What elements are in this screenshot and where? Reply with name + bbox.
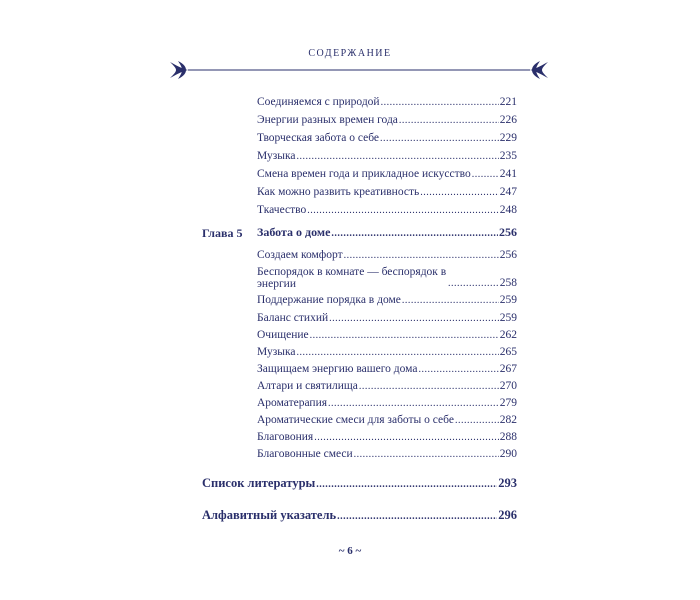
page-number: ~ 6 ~ <box>338 545 362 557</box>
toc-entry[interactable]: Соединяемся с природой ..... 221 <box>257 96 517 109</box>
chapter-label: Глава 5 <box>202 226 243 240</box>
back-matter-entry[interactable]: Список литературы ..... 293 <box>202 477 517 491</box>
toc-entry[interactable]: Музыка ..... 265 <box>257 346 517 359</box>
back-matter-entry[interactable]: Алфавитный указатель ..... 296 <box>202 509 517 523</box>
toc-entry[interactable]: Как можно развить креативность ..... 247 <box>257 186 517 199</box>
toc-entry[interactable]: Ткачество ..... 248 <box>257 204 517 217</box>
toc-entry[interactable]: Создаем комфорт ..... 256 <box>257 249 517 262</box>
toc-entry[interactable]: Смена времен года и прикладное искусство ..... 241 <box>257 168 517 181</box>
toc-entry[interactable]: Баланс стихий ..... 259 <box>257 312 517 325</box>
toc-entry[interactable]: Ароматические смеси для заботы о себе ..... 282 <box>257 414 517 427</box>
toc-entry[interactable]: Защищаем энергию вашего дома ..... 267 <box>257 363 517 376</box>
chapter-title-entry[interactable]: Забота о доме ..... 256 <box>257 226 517 240</box>
page-header-title: СОДЕРЖАНИЕ <box>308 48 392 59</box>
toc-entry[interactable]: Творческая забота о себе ..... 229 <box>257 132 517 145</box>
toc-entry[interactable]: Алтари и святилища ..... 270 <box>257 380 517 393</box>
toc-entry[interactable]: Благовония ..... 288 <box>257 431 517 444</box>
toc-entry[interactable]: Музыка ..... 235 <box>257 150 517 163</box>
toc-entry[interactable]: Энергии разных времен года ..... 226 <box>257 114 517 127</box>
toc-entry[interactable]: Очищение ..... 262 <box>257 329 517 342</box>
toc-entry[interactable]: Поддержание порядка в доме ..... 259 <box>257 294 517 307</box>
toc-entry[interactable]: Благовонные смеси ..... 290 <box>257 448 517 461</box>
toc-entry[interactable]: Беспорядок в комнате — беспорядок в энергии ..... 258 <box>257 266 517 290</box>
toc-entry[interactable]: Ароматерапия ..... 279 <box>257 397 517 410</box>
